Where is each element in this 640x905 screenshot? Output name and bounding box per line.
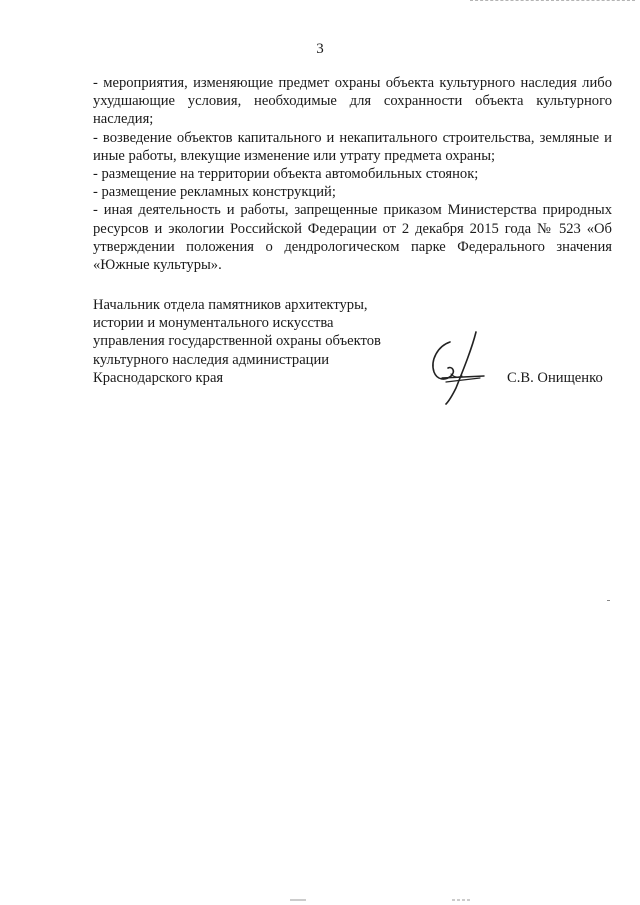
- list-item: - размещение на территории объекта автомобильных стоянок;: [93, 166, 479, 183]
- page-number: 3: [316, 41, 324, 57]
- handwritten-signature: [418, 328, 498, 406]
- scan-edge-artifact: [0, 897, 640, 903]
- list-item: - возведение объектов капитального и некапитального строительства, земляные и иные работы, влекущие изменение или утрату предмета охраны;: [93, 129, 612, 164]
- list-item: - размещение рекламных конструкций;: [93, 184, 336, 201]
- list-item: - мероприятия, изменяющие предмет охраны объекта культурного наследия либо ухудшающие условия, необходимые для сохранности объекта культурного наследия;: [93, 75, 612, 128]
- signatory-title: [93, 296, 403, 387]
- signatory-title-line: истории и монументального искусства: [93, 315, 334, 332]
- scan-speck: [607, 600, 610, 601]
- signatory-title-line: культурного наследия администрации: [93, 351, 330, 368]
- signatory-title-line: управления государственной охраны объектов: [93, 333, 381, 350]
- scan-edge-artifact: [470, 0, 635, 3]
- list-item: - иная деятельность и работы, запрещенные приказом Министерства природных ресурсов и экологии Российской Федерации от 2 декабря 2015 года № 523 «Об утверждении положения о дендрологическом парке Федерального значения «Южные культуры».: [93, 202, 612, 274]
- signatory-title-line: Краснодарского края: [93, 369, 224, 386]
- signatory-title-line: Начальник отдела памятников архитектуры,: [93, 297, 368, 313]
- document-body: [93, 74, 612, 274]
- signatory-name: С.В. Онищенко: [507, 370, 603, 386]
